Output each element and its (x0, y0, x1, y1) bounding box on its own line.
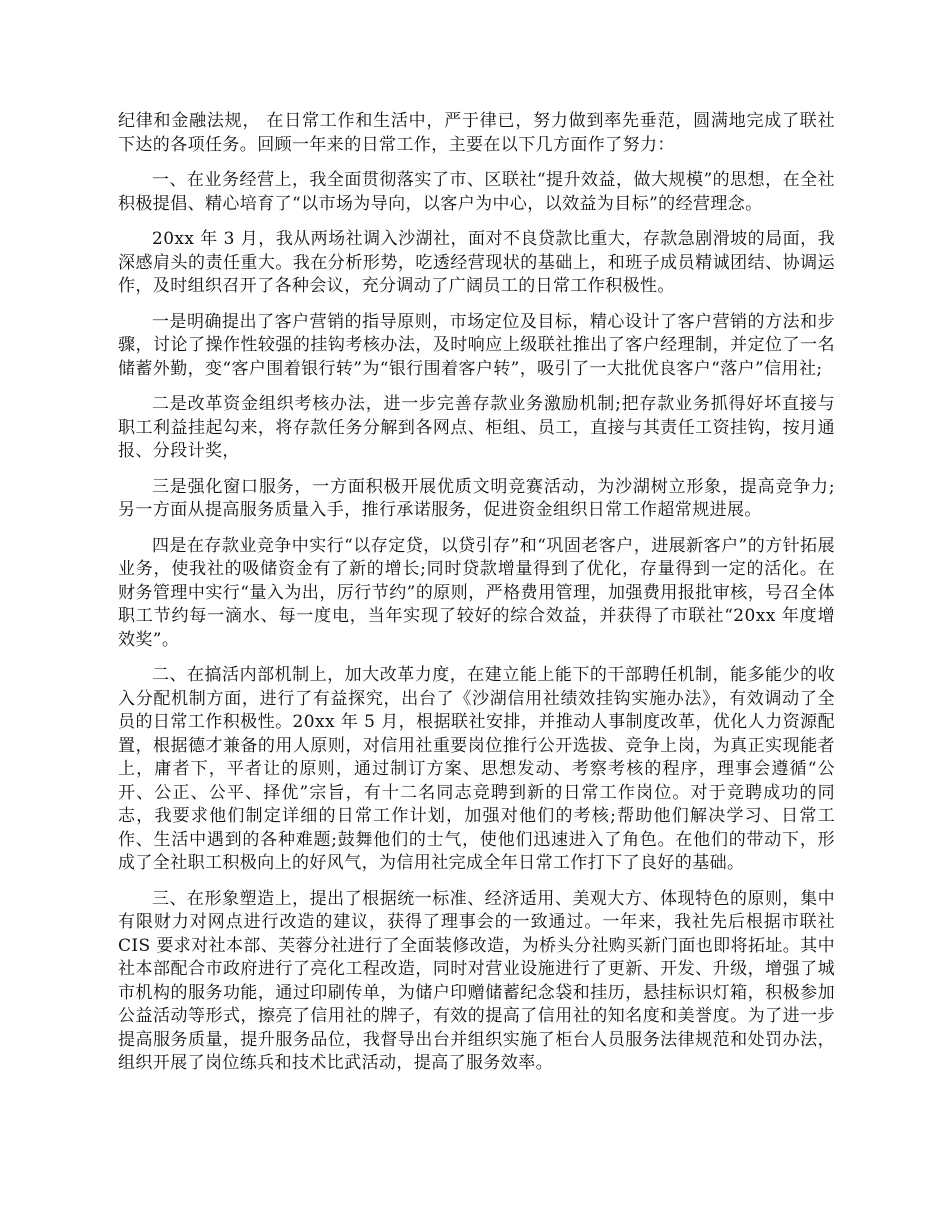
paragraph-3: 20xx 年 3 月，我从两场社调入沙湖社，面对不良贷款比重大，存款急剧滑坡的局面，我深感肩头的责任重大。我在分析形势，吃透经营现状的基础上，和班子成员精诚团结、协调运作，及时组织召开了各种会议，充分调动了广阔员工的日常工作积极性。 (118, 229, 835, 296)
paragraph-8: 二、在搞活内部机制上，加大改革力度，在建立能上能下的干部聘任机制，能多能少的收入分配机制方面，进行了有益探究，出台了《沙湖信用社绩效挂钩实施办法》，有效调动了全员的日常工作积极性。20xx 年 5 月，根据联社安排，并推动人事制度改革，优化人力资源配置，根据德才兼备的用人原则，对信用社重要岗位推行公开选拔、竞争上岗，为真正实现能者上，庸者下，平者让的原则，通过制订方案、思想发动、考察考核的程序，理事会遵循“公开、公正、公平、择优”宗旨，有十二名同志竞聘到新的日常工作岗位。对于竞聘成功的同志，我要求他们制定详细的日常工作计划，加强对他们的考核;帮助他们解决学习、日常工作、生活中遇到的各种难题;鼓舞他们的士气，使他们迅速进入了角色。在他们的带动下，形成了全社职工积极向上的好风气，为信用社完成全年日常工作打下了良好的基础。 (118, 665, 835, 873)
document-body (118, 110, 835, 1088)
paragraph-2: 一、在业务经营上，我全面贯彻落实了市、区联社“提升效益，做大规模”的思想，在全社积极提倡、精心培育了“以市场为导向，以客户为中心，以效益为目标”的经营理念。 (118, 170, 835, 214)
paragraph-1: 纪律和金融法规， 在日常工作和生活中，严于律已，努力做到率先垂范，圆满地完成了联社下达的各项任务。回顾一年来的日常工作，主要在以下几方面作了努力： (118, 111, 835, 155)
paragraph-9: 三、在形象塑造上，提出了根据统一标准、经济适用、美观大方、体现特色的原则，集中有限财力对网点进行改造的建议，获得了理事会的一致通过。一年来，我社先后根据市联社 CIS 要求对社本部、芙蓉分社进行了全面装修改造，为桥头分社购买新门面也即将拓址。其中社本部配合市政府进行了亮化工程改造，同时对营业设施进行了更新、开发、升级，增强了城市机构的服务功能，通过印刷传单，为储户印赠储蓄纪念袋和挂历，悬挂标识灯箱，积极参加公益活动等形式，擦亮了信用社的牌子，有效的提高了信用社的知名度和美誉度。为了进一步提高服务质量，提升服务品位，我督导出台并组织实施了柜台人员服务法律规范和处罚办法，组织开展了岗位练兵和技术比武活动，提高了服务效率。 (118, 888, 835, 1073)
paragraph-7: 四是在存款业竞争中实行“以存定贷，以贷引存”和“巩固老客户，进展新客户”的方针拓展业务，使我社的吸储资金有了新的增长;同时贷款增量得到了优化，存量得到一定的活化。在财务管理中实行“量入为出，厉行节约”的原则，严格费用管理，加强费用报批审核，号召全体职工节约每一滴水、每一度电，当年实现了较好的综合效益，并获得了市联社“20xx 年度增效奖”。 (118, 535, 835, 650)
paragraph-4: 一是明确提出了客户营销的指导原则，市场定位及目标，精心设计了客户营销的方法和步骤，讨论了操作性较强的挂钩考核办法，及时响应上级联社推出了客户经理制，并定位了一名储蓄外勤，变“客户围着银行转”为“银行围着客户转”，吸引了一大批优良客户“落户”信用社; (118, 311, 835, 379)
paragraph-6: 三是强化窗口服务，一方面积极开展优质文明竞赛活动，为沙湖树立形象，提高竞争力;另一方面从提高服务质量入手，推行承诺服务，促进资金组织日常工作超常规进展。 (118, 476, 835, 520)
paragraph-5: 二是改革资金组织考核办法，进一步完善存款业务激励机制;把存款业务抓得好坏直接与职工利益挂起勾来，将存款任务分解到各网点、柜组、员工，直接与其责任工资挂钩，按月通报、分段计奖， (118, 394, 835, 461)
